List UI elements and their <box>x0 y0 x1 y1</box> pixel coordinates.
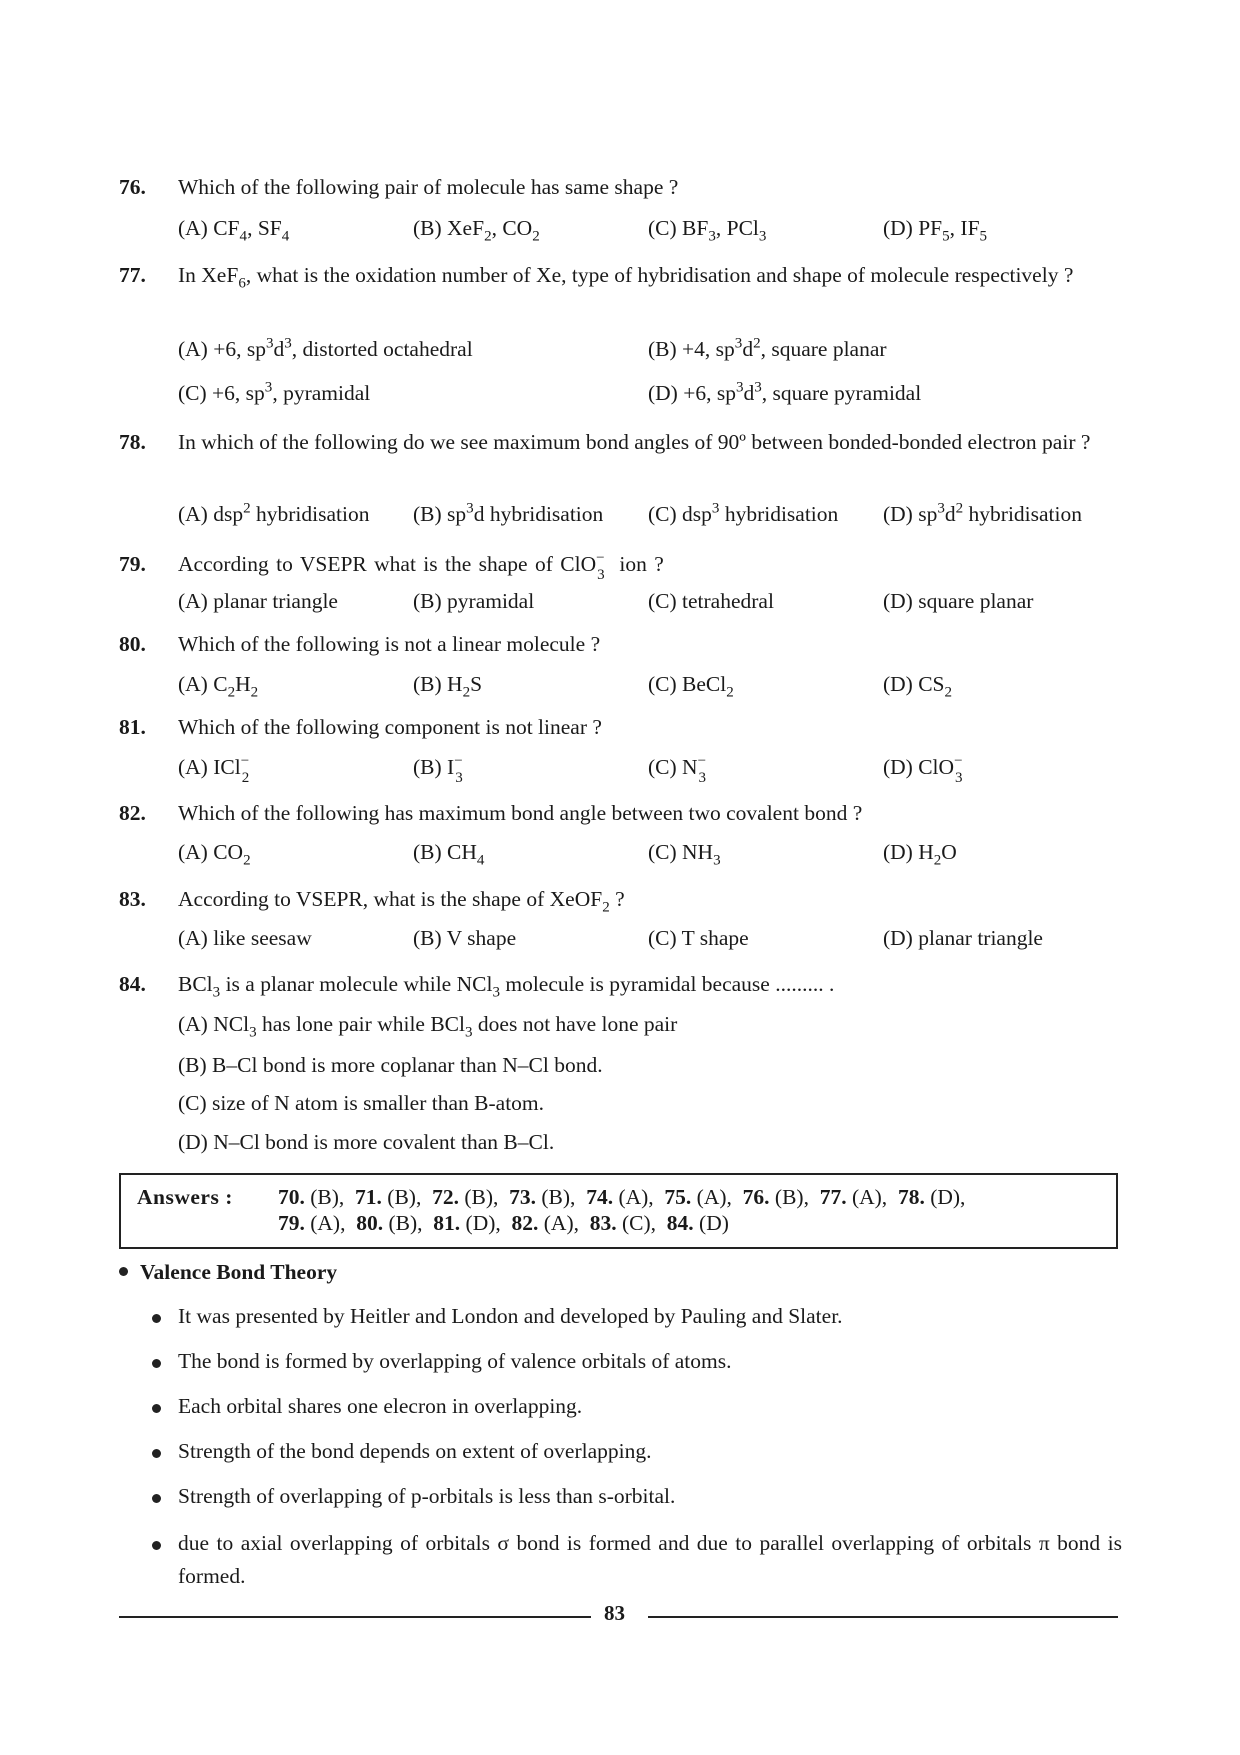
question-text: In XeF$_6$, what is the oxidation number of Xe, type of hybridisation and shape of molecule respectively ? <box>178 263 1074 292</box>
question-number: 76. <box>119 175 146 199</box>
bullet-icon <box>152 1359 161 1368</box>
footer-rule-left <box>119 1616 591 1618</box>
footer-rule-right <box>648 1616 1118 1618</box>
bullet-icon <box>152 1449 161 1458</box>
question-number: 82. <box>119 801 146 825</box>
question-78 <box>119 425 1129 493</box>
question-text: According to VSEPR, what is the shape of XeOF$_2$ ? <box>178 887 625 916</box>
bullet-icon <box>119 1267 128 1276</box>
question-number: 83. <box>119 887 146 911</box>
option-a: (A) $CF_4$, $SF_4$ <box>178 216 290 245</box>
option-a: (A) +6, $sp^3d^3$, distorted octahedral <box>178 335 473 361</box>
option-c: (C) $BF_3$, PCl$_3$ <box>648 216 767 245</box>
question-77 <box>119 258 1129 326</box>
option-c: (C) tetrahedral <box>648 589 774 613</box>
option-a: (A) like seesaw <box>178 926 312 950</box>
document-page: 76. Which of the following pair of molecule has same shape ? (A) $CF_4$, $SF_4$ (B) XeF$_2$, $CO_2$ (C) $BF_3$, PCl$_3$ (D) $PF_5$, $IF_5$ 77. In XeF$_6$, what is the oxidation number of Xe, type of hybridisation and shape of molecule respectively ? (A) +6, $sp^3d^3$, distorted octahedral (B) +4, $sp^3d^2$, square planar (C) +6, $sp^3$, pyramidal (D) +6, $sp^3d^3$, square pyramidal 78. In which of the following do we see maximum bond angles of 90º between bonded-bonded electron pair ? (A) dsp$^2$ hybridisation (B) $sp^3d$ hybridisation (C) dsp$^3$ hybridisation (D) $sp^3d^2$ hybridisation 79. According to VSEPR what is the shape of ClO−3 ion ? (A) planar triangle (B) pyramidal (C) tetrahedral (D) square planar 80. Which of the following is not a linear molecule ? (A) $C_2H_2$ (B) $H_2S$ (C) BeCl$_2$ (D) $CS_2$ 81. Which of the following component is not linear ? (A) ICl−2 (B) I−3 (C) N−3 (D) ClO−3 82. Which of the following has maximum bond angle between two covalent bond ? (A) $CO_2$ (B) $CH_4$ (C) $NH_3$ (D) $H_2O$ 83. According to VSEPR, what is the shape of XeOF$_2$ ? (A) like seesaw (B) V shape (C) T shape (D) planar triangle 84. BCl$_3$ is a planar molecule while NCl$_3$ molecule is pyramidal because ......... . (A) NCl$_3$ has lone pair while BCl$_3$ does not have lone pair (B) B–Cl bond is more coplanar than N–Cl bond. (C) size of N atom is smaller than B-atom. (D) N–Cl bond is more covalent than B–Cl. Answers : 70. (B), 71. (B), 72. (B), 73. (B), 74. (A), 75. (A), 76. (B), 77. (A), 78. (D), 79. (A), 80. (B), 81. (D), 82. (A), 83. (C), 84. (D) Valence Bond Theory It was presented by Heitler and London and developed by Pauling and Slater. The bond is formed by overlapping of valence orbitals of atoms. Each orbital shares one elecron in overlapping. Strength of the bond depends on extent of overlapping. Strength of overlapping of p-orbitals is less than s-orbital. due to axial overlapping of orbitals σ bond is formed and due to parallel overlapping of orbitals π bond is formed. 83 <box>0 0 1240 1755</box>
option-b: (B) XeF$_2$, $CO_2$ <box>413 216 540 245</box>
option-d: (D) planar triangle <box>883 926 1043 950</box>
question-number: 77. <box>119 263 146 287</box>
question-text: According to VSEPR what is the shape of ClO−3 ion ? <box>178 549 664 583</box>
question-text: In which of the following do we see maximum bond angles of 90º between bonded-bonded electron pair ? <box>178 430 1091 454</box>
answers-line-2: 79. (A), 80. (B), 81. (D), 82. (A), 83. (C), 84. (D) <box>278 1211 729 1235</box>
question-number: 78. <box>119 430 146 454</box>
option-c: (C) $NH_3$ <box>648 840 721 869</box>
option-c: (C) +6, $sp^3$, pyramidal <box>178 379 371 405</box>
option-d: (D) ClO−3 <box>883 752 963 786</box>
option-b: (B) V shape <box>413 926 517 950</box>
bullet-icon <box>152 1541 161 1550</box>
option-b: (B) $CH_4$ <box>413 840 485 869</box>
option-b: (B) $sp^3d$ hybridisation <box>413 500 604 526</box>
option-d: (D) $CS_2$ <box>883 672 953 701</box>
option-c: (C) N−3 <box>648 752 707 786</box>
option-c: (C) size of N atom is smaller than B-atom. <box>178 1091 545 1115</box>
question-number: 81. <box>119 715 146 739</box>
question-text: Which of the following component is not linear ? <box>178 715 602 739</box>
question-number: 80. <box>119 632 146 656</box>
question-text: Which of the following pair of molecule has same shape ? <box>178 175 679 199</box>
question-text: Which of the following has maximum bond angle between two covalent bond ? <box>178 801 863 825</box>
page-number: 83 <box>604 1601 625 1625</box>
question-text: BCl$_3$ is a planar molecule while NCl$_3$ molecule is pyramidal because ......... . <box>178 972 835 1001</box>
option-c: (C) BeCl$_2$ <box>648 672 734 701</box>
option-a: (A) dsp$^2$ hybridisation <box>178 500 370 526</box>
question-number: 84. <box>119 972 146 996</box>
option-d: (D) $H_2O$ <box>883 840 957 869</box>
option-d: (D) $PF_5$, $IF_5$ <box>883 216 988 245</box>
option-b: (B) I−3 <box>413 752 463 786</box>
bullet-icon <box>152 1404 161 1413</box>
option-b: (B) $H_2S$ <box>413 672 483 701</box>
option-c: (C) T shape <box>648 926 749 950</box>
option-a: (A) ICl−2 <box>178 752 250 786</box>
option-c: (C) dsp$^3$ hybridisation <box>648 500 839 526</box>
option-a: (A) planar triangle <box>178 589 338 613</box>
option-b: (B) B–Cl bond is more coplanar than N–Cl bond. <box>178 1053 603 1077</box>
option-d: (D) $sp^3d^2$ hybridisation <box>883 500 1082 526</box>
question-number: 79. <box>119 552 146 576</box>
option-a: (A) NCl$_3$ has lone pair while BCl$_3$ does not have lone pair <box>178 1012 678 1041</box>
answers-line-1: 70. (B), 71. (B), 72. (B), 73. (B), 74. (A), 75. (A), 76. (B), 77. (A), 78. (D), <box>278 1185 966 1209</box>
option-b: (B) pyramidal <box>413 589 535 613</box>
option-a: (A) $C_2H_2$ <box>178 672 259 701</box>
list-item: due to axial overlapping of orbitals σ bond is formed and due to parallel overlapping of orbitals π bond is formed. <box>152 1527 1122 1593</box>
option-a: (A) $CO_2$ <box>178 840 251 869</box>
bullet-icon <box>152 1314 161 1323</box>
answers-label: Answers : <box>137 1185 233 1209</box>
option-d: (D) N–Cl bond is more covalent than B–Cl. <box>178 1130 555 1154</box>
answers-box <box>119 1173 1118 1249</box>
section-heading: Valence Bond Theory <box>119 1260 337 1285</box>
option-b: (B) +4, $sp^3d^2$, square planar <box>648 335 887 361</box>
question-text: Which of the following is not a linear molecule ? <box>178 632 601 656</box>
option-d: (D) square planar <box>883 589 1034 613</box>
option-d: (D) +6, $sp^3d^3$, square pyramidal <box>648 379 922 405</box>
bullet-icon <box>152 1494 161 1503</box>
